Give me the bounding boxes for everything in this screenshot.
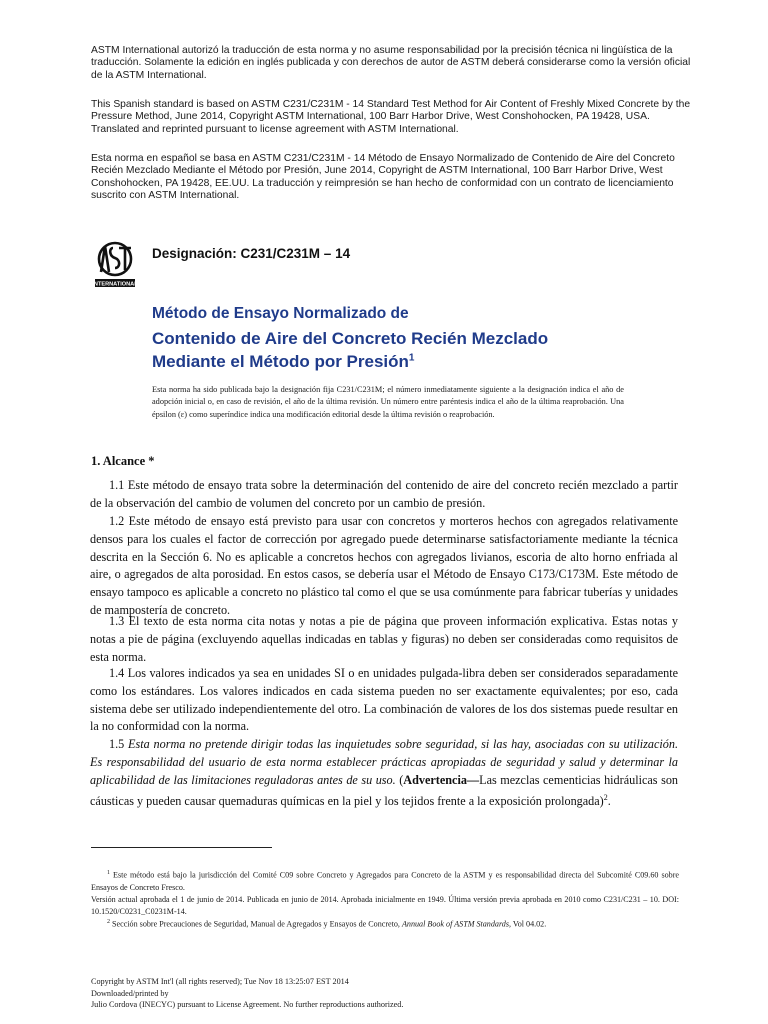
paragraph-text	[90, 736, 678, 811]
paragraph-text: 1.1 Este método de ensayo trata sobre la determinación del contenido de aire del concreto recién mezclado a partir de la observación del cambio de volumen del concreto por un cambio de presión.	[90, 478, 678, 510]
title-line-3	[152, 352, 672, 372]
astm-logo	[89, 238, 141, 290]
title-footnote-mark: 1	[408, 352, 415, 364]
notice-text: Esta norma en español se basa en ASTM C231/C231M - 14 Método de Ensayo Normalizado de Contenido de Aire del Concreto Recién Mezclado Mediante el Método por Presión, June 2014, Copyright de ASTM International, 100 Barr Harbor Drive, West Conshohocken, PA 19428, EE.UU. La traducción y reimpresión se han hecho de conformidad con un contrato de licenciamiento suscrito con ASTM International.	[91, 153, 675, 202]
footnote-mark: 2	[107, 919, 110, 925]
translation-notice-es	[91, 45, 691, 82]
translation-notice-basis	[91, 153, 691, 203]
footnote-ref: 2	[603, 793, 608, 803]
title-line-2: Contenido de Aire del Concreto Recién Mezclado	[152, 329, 549, 348]
astm-logo-mark	[99, 243, 131, 275]
paragraph-end: .	[607, 794, 611, 809]
footnote-mark: 1	[107, 870, 110, 876]
footnote-text: Este método está bajo la jurisdicción del Comité C09 sobre Concreto y Agregados para Concreto de la ASTM y es responsabilidad directa del Subcomité C09.60 sobre Ensayos de Concreto Fresco.	[91, 870, 679, 892]
paragraph-text: 1.2 Este método de ensayo está previsto para usar con concretos y morteros hechos con agregados relativamente densos para los cuales el factor de corrección por agregado puede determinarse satisfactoriamente mediante la técnica descrita en la Sección 6. No es aplicable a concretos hechos con agregados livianos, escoria de alto horno enfriada al aire, o agregados de alta porosidad. En estos casos, se debería usar el Método de Ensayo C173/C173M. Este método de ensayo tampoco es aplicable a concreto no plástico tal como el que se usa comúnmente para fabricar tuberías y unidades de mampostería de concreto.	[90, 514, 678, 617]
title-line-3-text: Mediante el Método por Presión	[152, 352, 409, 371]
notice-text: ASTM International autorizó la traducción de esta norma y no asume responsabilidad por la precisión técnica ni lingüística de la traducción. Solamente la edición en inglés publicada y con derechos de autor de ASTM deberá considerarse como la versión oficial de la ASTM International.	[91, 45, 691, 81]
copyright-block	[91, 976, 679, 1011]
paren-open: (	[395, 772, 404, 787]
paragraph-1-1	[90, 477, 678, 513]
paragraph-number: 1.5	[109, 737, 129, 751]
footnote-2-text	[91, 916, 679, 931]
translation-notice-en	[91, 99, 691, 136]
footnote-1-line-2: Versión actual aprobada el 1 de junio de 2014. Publicada en junio de 2014. Aprobada inicialmente en 1949. Última versión previa aprobada en 2010 como C231/C231 – 10. DOI: 10.1520/C0231_C0231M-14.	[91, 895, 679, 917]
footnote-end: , Vol 04.02.	[509, 919, 547, 929]
astm-logo-subtext: INTERNATIONAL	[92, 281, 138, 288]
footnote-1-line-1	[91, 867, 679, 894]
paragraph-text: 1.3 El texto de esta norma cita notas y notas a pie de página que proveen información explicativa. Estas notas y notas a pie de página (excluyendo aquellas indicadas en tablas y figuras) no deben ser consideradas como requisitos de esta norma.	[90, 614, 678, 664]
section-heading: 1. Alcance *	[91, 454, 155, 468]
footnote-divider	[91, 847, 272, 848]
safety-statement: Esta norma no pretende dirigir todas las inquietudes sobre seguridad, si las hay, asociadas con su utilización. Es responsabilidad del usuario de esta norma establecer prácticas apropiadas de seguridad y salud y determinar la aplicabilidad de las limitaciones reguladoras antes de su uso.	[90, 737, 678, 787]
paragraph-1-4	[90, 665, 678, 736]
paragraph-text: 1.4 Los valores indicados ya sea en unidades SI o en unidades pulgada-libra deben ser considerados separadamente como los estándares. Los valores indicados en cada sistema pueden no ser exactamente equivalentes; por eso, cada sistema debe ser utilizado independientemente del otro. La combinación de valores de los dos sistemas puede resultar en la no conformidad con la norma.	[90, 666, 678, 734]
paragraph-1-3	[90, 613, 678, 666]
notice-text: This Spanish standard is based on ASTM C231/C231M - 14 Standard Test Method for Air Content of Freshly Mixed Concrete by the Pressure Method, June 2014, Copyright ASTM International, 100 Barr Harbor Drive, West Conshohocken, PA 19428, USA. Translated and reprinted pursuant to license agreement with ASTM International.	[91, 99, 691, 135]
footnote-book-title: Annual Book of ASTM Standards	[401, 919, 509, 929]
designation: Designación: C231/C231M – 14	[152, 246, 351, 261]
license-line: Julio Cordova (INECYC) pursuant to License Agreement. No further reproductions authorized.	[91, 1000, 404, 1010]
warning-text: Las mezclas cementicias hidráulicas son cáusticas y pueden causar quemaduras químicas en la piel y los tejidos frente a la exposición prolongada)	[90, 772, 679, 809]
paragraph-1-2	[90, 513, 678, 620]
title-line-1: Método de Ensayo Normalizado de	[152, 305, 409, 322]
paragraph-1-5	[90, 736, 678, 811]
warning-label: Advertencia—	[403, 772, 480, 787]
footnote-text: Sección sobre Precauciones de Seguridad, Manual de Agregados y Ensayos de Concreto,	[110, 919, 402, 929]
standard-designation-note: Esta norma ha sido publicada bajo la designación fija C231/C231M; el número inmediatamente siguiente a la designación indica el año de adopción inicial o, en caso de revisión, el año de la última revisión. Un número entre paréntesis indica el año de la última reaprobación. Una épsilon (ε) como superíndice indica una modificación editorial desde la última revisión o reaprobación.	[152, 385, 624, 419]
copyright-line: Copyright by ASTM Int'l (all rights reserved); Tue Nov 18 13:25:07 EST 2014	[91, 977, 349, 986]
download-line: Downloaded/printed by	[91, 988, 169, 998]
footnote-2	[91, 916, 679, 931]
footnote-1	[91, 867, 679, 919]
